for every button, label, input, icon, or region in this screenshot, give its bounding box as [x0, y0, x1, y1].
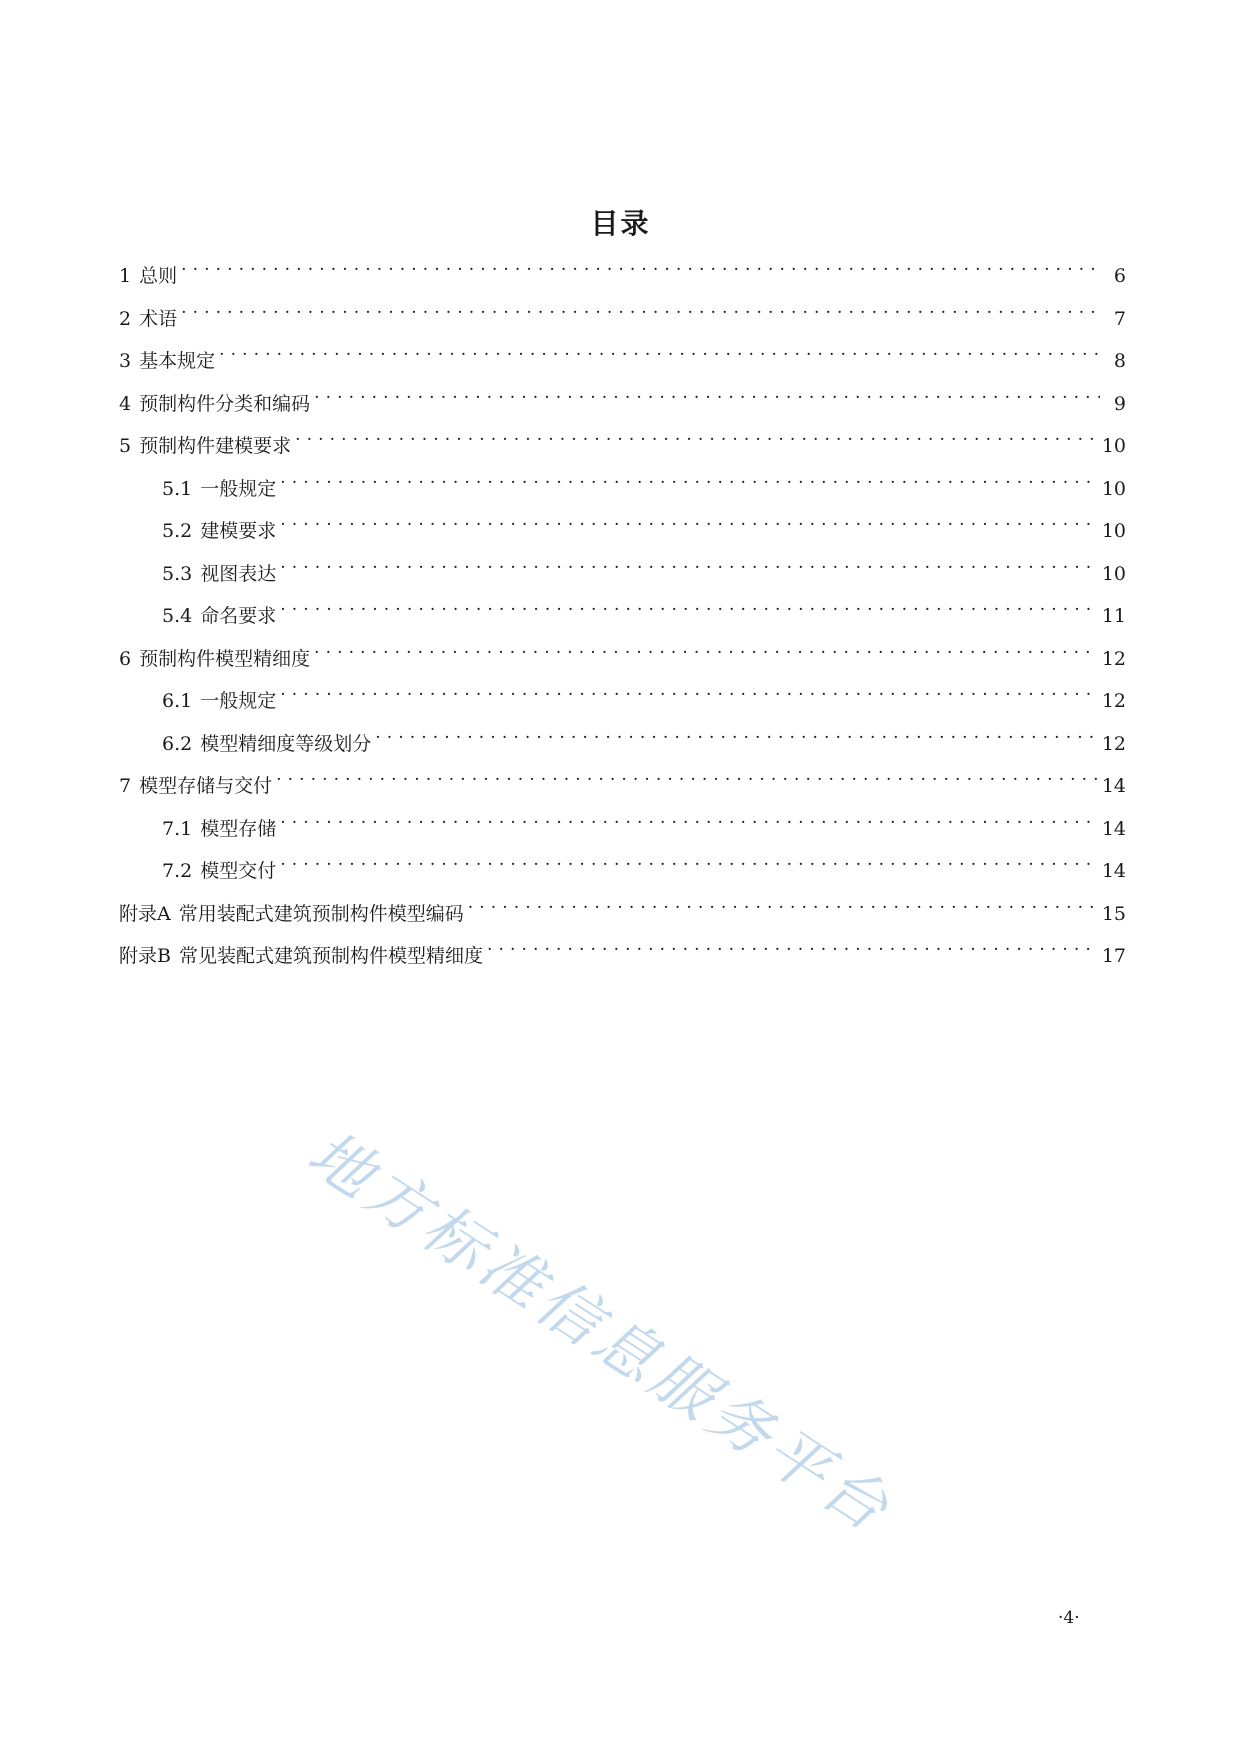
- toc-entry[interactable]: [162, 801, 1126, 840]
- toc-entry[interactable]: [162, 503, 1126, 542]
- toc-entry-number: 7: [119, 775, 132, 797]
- toc-entry[interactable]: [119, 631, 1126, 670]
- toc-entry-page: 10: [1101, 520, 1126, 542]
- toc-entry[interactable]: [119, 291, 1126, 330]
- toc-leader-dots: [314, 376, 1100, 410]
- toc-entry-number: 7.1: [162, 818, 193, 840]
- toc-entry-number: 6: [119, 648, 132, 670]
- toc-entry[interactable]: [162, 588, 1126, 627]
- toc-entry-label: 一般规定: [200, 478, 277, 500]
- toc-entry-page: 11: [1101, 605, 1126, 627]
- toc-leader-dots: [219, 333, 1100, 367]
- toc-entry-number: 2: [119, 308, 132, 330]
- toc-entry-page: 14: [1101, 860, 1126, 882]
- toc-entry-number: 5.3: [162, 563, 193, 585]
- toc-leader-dots: [295, 418, 1098, 452]
- toc-entry-label: 命名要求: [200, 605, 277, 627]
- toc-leader-dots: [181, 248, 1100, 282]
- toc-leader-dots: [280, 461, 1098, 495]
- toc-entry[interactable]: [119, 248, 1126, 287]
- toc-entry-label: 视图表达: [200, 563, 277, 585]
- toc-entry-number: 6.2: [162, 733, 193, 755]
- toc-leader-dots: [280, 588, 1098, 622]
- toc-leader-dots: [468, 886, 1098, 920]
- toc-entry-number: 附录B: [119, 945, 171, 967]
- toc-leader-dots: [280, 843, 1098, 877]
- toc-entry-label: 模型精细度等级划分: [200, 733, 372, 755]
- toc-leader-dots: [280, 546, 1098, 580]
- toc-entry-page: 10: [1101, 563, 1126, 585]
- toc-entry[interactable]: [162, 461, 1126, 500]
- toc-title: 目录: [590, 207, 651, 240]
- toc-entry-number: 5.4: [162, 605, 193, 627]
- toc-leader-dots: [181, 291, 1100, 325]
- toc-entry-page: 7: [1113, 308, 1126, 330]
- toc-entry-page: 10: [1101, 435, 1126, 457]
- toc-entry[interactable]: [119, 333, 1126, 372]
- toc-entry-label: 模型存储与交付: [139, 775, 273, 797]
- toc-entry-number: 附录A: [119, 903, 171, 925]
- toc-entry-page: 15: [1101, 903, 1126, 925]
- toc-leader-dots: [280, 503, 1098, 537]
- toc-entry-number: 4: [119, 393, 132, 415]
- watermark: 地方标准信息服务平台: [295, 1116, 906, 1548]
- page-number: ·4·: [1058, 1608, 1080, 1628]
- toc-entry-page: 12: [1101, 690, 1126, 712]
- toc-entry-page: 8: [1113, 350, 1126, 372]
- toc-entry[interactable]: [162, 673, 1126, 712]
- toc-entry[interactable]: [119, 758, 1126, 797]
- toc-leader-dots: [375, 716, 1098, 750]
- toc-leader-dots: [276, 758, 1098, 792]
- toc-entry-number: 5.2: [162, 520, 193, 542]
- toc-entry[interactable]: [162, 843, 1126, 882]
- toc-entry-page: 14: [1101, 818, 1126, 840]
- toc-entry[interactable]: [119, 928, 1126, 967]
- toc-entry-number: 7.2: [162, 860, 193, 882]
- toc-entry-label: 模型存储: [200, 818, 277, 840]
- toc-entry[interactable]: [119, 376, 1126, 415]
- toc-entry-label: 预制构件模型精细度: [139, 648, 311, 670]
- toc-entry-label: 基本规定: [139, 350, 216, 372]
- toc-entry-label: 建模要求: [200, 520, 277, 542]
- toc-leader-dots: [280, 673, 1098, 707]
- toc-entry-page: 10: [1101, 478, 1126, 500]
- toc-entry[interactable]: [119, 418, 1126, 457]
- toc-entry-page: 9: [1113, 393, 1126, 415]
- toc-entry[interactable]: [162, 716, 1126, 755]
- toc-entry-label: 总则: [139, 265, 178, 287]
- toc-entry-number: 5: [119, 435, 132, 457]
- toc-entry-label: 模型交付: [200, 860, 277, 882]
- toc-leader-dots: [314, 631, 1098, 665]
- toc-entry-label: 常用装配式建筑预制构件模型编码: [178, 903, 464, 925]
- toc-entry-page: 17: [1101, 945, 1126, 967]
- toc-entry-number: 1: [119, 265, 132, 287]
- toc-entry[interactable]: [162, 546, 1126, 585]
- toc-entry-label: 预制构件建模要求: [139, 435, 292, 457]
- toc-leader-dots: [487, 928, 1098, 962]
- toc-entry-number: 6.1: [162, 690, 193, 712]
- toc-entry-number: 3: [119, 350, 132, 372]
- toc-entry-label: 常见装配式建筑预制构件模型精细度: [178, 945, 483, 967]
- toc-leader-dots: [280, 801, 1098, 835]
- toc-entry-page: 14: [1101, 775, 1126, 797]
- toc-entry-label: 术语: [139, 308, 178, 330]
- toc-entry-page: 12: [1101, 648, 1126, 670]
- toc-entry-label: 一般规定: [200, 690, 277, 712]
- toc-entry-number: 5.1: [162, 478, 193, 500]
- toc-entry[interactable]: [119, 886, 1126, 925]
- toc-entry-label: 预制构件分类和编码: [139, 393, 311, 415]
- toc-entry-page: 6: [1113, 265, 1126, 287]
- toc-entry-page: 12: [1101, 733, 1126, 755]
